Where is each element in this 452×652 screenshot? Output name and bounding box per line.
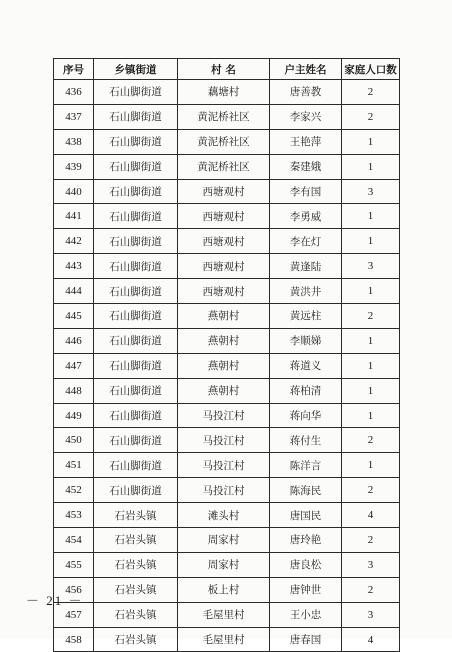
table-row [54, 229, 400, 254]
table-row [54, 403, 400, 428]
table-row [54, 154, 400, 179]
cell-serial-number: 436 [54, 80, 94, 105]
table-row [54, 353, 400, 378]
cell-serial-number: 450 [54, 428, 94, 453]
cell-household-head: 陈海民 [270, 478, 342, 503]
cell-family-size: 3 [342, 602, 400, 627]
cell-township: 石山脚街道 [94, 104, 178, 129]
cell-serial-number: 442 [54, 229, 94, 254]
cell-township: 石山脚街道 [94, 453, 178, 478]
page-number: － 21 － [26, 593, 84, 608]
cell-household-head: 李家兴 [270, 104, 342, 129]
cell-family-size: 3 [342, 179, 400, 204]
table-row [54, 304, 400, 329]
table-row [54, 80, 400, 105]
cell-village: 黄泥桥社区 [178, 154, 270, 179]
cell-serial-number: 437 [54, 104, 94, 129]
cell-household-head: 李顺娣 [270, 328, 342, 353]
cell-family-size: 2 [342, 528, 400, 553]
cell-village: 周家村 [178, 528, 270, 553]
cell-township: 石山脚街道 [94, 328, 178, 353]
cell-household-head: 秦建娥 [270, 154, 342, 179]
table-row [54, 552, 400, 577]
cell-serial-number: 448 [54, 378, 94, 403]
cell-serial-number: 445 [54, 304, 94, 329]
cell-township: 石岩头镇 [94, 627, 178, 652]
cell-family-size: 2 [342, 304, 400, 329]
cell-village: 西塘观村 [178, 279, 270, 304]
cell-serial-number: 438 [54, 129, 94, 154]
cell-village: 燕朝村 [178, 304, 270, 329]
table-row [54, 204, 400, 229]
cell-serial-number: 439 [54, 154, 94, 179]
cell-village: 马投江村 [178, 478, 270, 503]
cell-village: 西塘观村 [178, 254, 270, 279]
cell-household-head: 黄远柱 [270, 304, 342, 329]
header-township: 乡镇街道 [94, 59, 178, 80]
cell-household-head: 李勇威 [270, 204, 342, 229]
cell-township: 石山脚街道 [94, 129, 178, 154]
cell-village: 黄泥桥社区 [178, 104, 270, 129]
header-household-head: 户主姓名 [270, 59, 342, 80]
cell-household-head: 唐国民 [270, 503, 342, 528]
cell-serial-number: 451 [54, 453, 94, 478]
table-row [54, 254, 400, 279]
cell-township: 石山脚街道 [94, 154, 178, 179]
table-row [54, 104, 400, 129]
table-row [54, 453, 400, 478]
table-row [54, 528, 400, 553]
cell-household-head: 陈洋言 [270, 453, 342, 478]
table-body [54, 80, 400, 652]
cell-serial-number: 440 [54, 179, 94, 204]
cell-village: 藕塘村 [178, 80, 270, 105]
cell-township: 石岩头镇 [94, 552, 178, 577]
cell-village: 毛屋里村 [178, 627, 270, 652]
cell-serial-number: 454 [54, 528, 94, 553]
cell-household-head: 黄逢陆 [270, 254, 342, 279]
cell-household-head: 王艳萍 [270, 129, 342, 154]
cell-family-size: 2 [342, 80, 400, 105]
cell-family-size: 2 [342, 577, 400, 602]
cell-serial-number: 457 [54, 602, 94, 627]
cell-township: 石山脚街道 [94, 254, 178, 279]
cell-township: 石岩头镇 [94, 503, 178, 528]
cell-township: 石山脚街道 [94, 353, 178, 378]
cell-township: 石山脚街道 [94, 229, 178, 254]
cell-family-size: 4 [342, 627, 400, 652]
cell-township: 石山脚街道 [94, 428, 178, 453]
cell-township: 石山脚街道 [94, 304, 178, 329]
cell-family-size: 1 [342, 353, 400, 378]
cell-village: 毛屋里村 [178, 602, 270, 627]
cell-township: 石山脚街道 [94, 403, 178, 428]
cell-township: 石山脚街道 [94, 378, 178, 403]
cell-township: 石岩头镇 [94, 528, 178, 553]
cell-household-head: 蒋付生 [270, 428, 342, 453]
cell-village: 燕朝村 [178, 328, 270, 353]
cell-household-head: 王小忠 [270, 602, 342, 627]
cell-village: 马投江村 [178, 453, 270, 478]
cell-village: 燕朝村 [178, 353, 270, 378]
cell-family-size: 2 [342, 104, 400, 129]
table-row [54, 378, 400, 403]
cell-village: 西塘观村 [178, 204, 270, 229]
cell-family-size: 1 [342, 154, 400, 179]
table-row [54, 577, 400, 602]
cell-serial-number: 447 [54, 353, 94, 378]
cell-serial-number: 458 [54, 627, 94, 652]
cell-family-size: 2 [342, 478, 400, 503]
cell-household-head: 蒋柏清 [270, 378, 342, 403]
table-row [54, 428, 400, 453]
header-village: 村 名 [178, 59, 270, 80]
cell-household-head: 唐良松 [270, 552, 342, 577]
cell-family-size: 1 [342, 229, 400, 254]
header-family-size: 家庭人口数 [342, 59, 400, 80]
cell-family-size: 1 [342, 204, 400, 229]
cell-family-size: 3 [342, 552, 400, 577]
cell-township: 石山脚街道 [94, 179, 178, 204]
cell-household-head: 唐玲艳 [270, 528, 342, 553]
cell-household-head: 李有国 [270, 179, 342, 204]
cell-family-size: 1 [342, 453, 400, 478]
cell-serial-number: 455 [54, 552, 94, 577]
table-row [54, 328, 400, 353]
cell-household-head: 李在灯 [270, 229, 342, 254]
cell-family-size: 1 [342, 328, 400, 353]
cell-household-head: 蒋向华 [270, 403, 342, 428]
table-row [54, 627, 400, 652]
cell-township: 石岩头镇 [94, 602, 178, 627]
cell-serial-number: 441 [54, 204, 94, 229]
cell-village: 西塘观村 [178, 229, 270, 254]
table-header-row [54, 59, 400, 80]
cell-household-head: 唐钟世 [270, 577, 342, 602]
cell-serial-number: 443 [54, 254, 94, 279]
cell-village: 滩头村 [178, 503, 270, 528]
cell-serial-number: 453 [54, 503, 94, 528]
cell-family-size: 1 [342, 129, 400, 154]
cell-village: 周家村 [178, 552, 270, 577]
cell-village: 马投江村 [178, 403, 270, 428]
cell-village: 马投江村 [178, 428, 270, 453]
cell-family-size: 2 [342, 428, 400, 453]
cell-household-head: 唐春国 [270, 627, 342, 652]
household-table [53, 58, 400, 652]
cell-township: 石岩头镇 [94, 577, 178, 602]
cell-serial-number: 449 [54, 403, 94, 428]
cell-village: 黄泥桥社区 [178, 129, 270, 154]
table-row [54, 279, 400, 304]
cell-household-head: 蒋道义 [270, 353, 342, 378]
table-row [54, 503, 400, 528]
table-row [54, 478, 400, 503]
cell-serial-number: 444 [54, 279, 94, 304]
cell-household-head: 唐善教 [270, 80, 342, 105]
cell-township: 石山脚街道 [94, 80, 178, 105]
cell-family-size: 3 [342, 254, 400, 279]
cell-township: 石山脚街道 [94, 204, 178, 229]
cell-township: 石山脚街道 [94, 279, 178, 304]
cell-family-size: 1 [342, 279, 400, 304]
header-serial-number: 序号 [54, 59, 94, 80]
table-row [54, 129, 400, 154]
table-row [54, 602, 400, 627]
cell-serial-number: 452 [54, 478, 94, 503]
cell-village: 板上村 [178, 577, 270, 602]
cell-serial-number: 456 [54, 577, 94, 602]
cell-family-size: 4 [342, 503, 400, 528]
cell-serial-number: 446 [54, 328, 94, 353]
cell-village: 西塘观村 [178, 179, 270, 204]
cell-township: 石山脚街道 [94, 478, 178, 503]
cell-village: 燕朝村 [178, 378, 270, 403]
cell-family-size: 1 [342, 378, 400, 403]
cell-family-size: 1 [342, 403, 400, 428]
table-row [54, 179, 400, 204]
cell-household-head: 黄洪井 [270, 279, 342, 304]
